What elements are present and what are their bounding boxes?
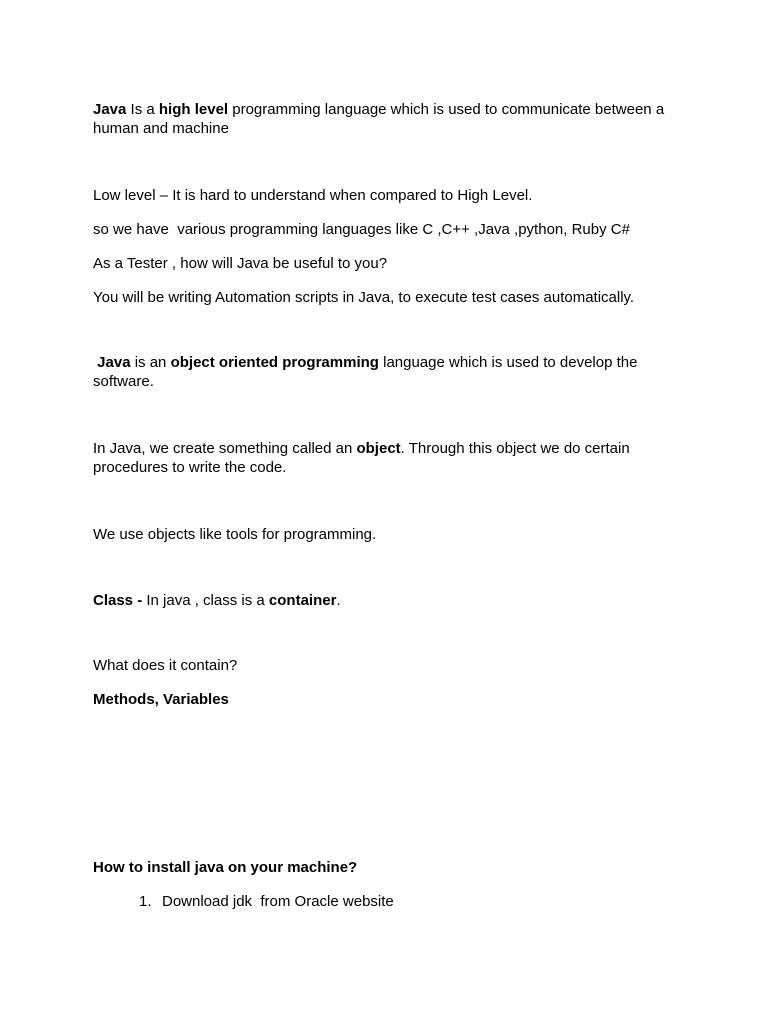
java-term: Java bbox=[97, 354, 131, 371]
high-level-term: high level bbox=[158, 101, 229, 118]
text-span: Is a bbox=[126, 101, 159, 118]
heading-install-java bbox=[93, 858, 683, 877]
list-item bbox=[139, 892, 679, 911]
paragraph-java-intro bbox=[93, 100, 683, 138]
java-term: Java bbox=[93, 101, 127, 118]
paragraph-languages: so we have various programming languages like C ,C++ ,Java ,python, Ruby C# bbox=[93, 221, 630, 238]
paragraph-class bbox=[93, 591, 683, 610]
text-span: . bbox=[336, 592, 341, 609]
paragraph-contain-question: What does it contain? bbox=[93, 657, 238, 674]
text-span: In Java, we create something called an bbox=[93, 440, 357, 457]
text-span: programming language which is used to communicate between a human and machine bbox=[93, 101, 669, 137]
list-number: 1. bbox=[139, 893, 152, 910]
install-heading-text: How to install java on your machine? bbox=[93, 859, 358, 876]
object-term: object bbox=[356, 440, 401, 457]
paragraph-methods-variables bbox=[93, 690, 683, 709]
paragraph-object bbox=[93, 439, 683, 477]
paragraph-oop bbox=[93, 353, 683, 391]
methods-variables-term: Methods, Variables bbox=[93, 691, 229, 708]
list-item-text: Download jdk from Oracle website bbox=[162, 893, 394, 910]
paragraph-objects-tools: We use objects like tools for programming. bbox=[93, 526, 377, 543]
paragraph-low-level: Low level – It is hard to understand when compared to High Level. bbox=[93, 187, 533, 204]
class-term: Class - bbox=[93, 592, 147, 609]
text-span: In java , class is a bbox=[146, 592, 269, 609]
text-span: language which is used to develop the software. bbox=[93, 354, 642, 390]
text-span: . Through this object we do certain procedures to write the code. bbox=[93, 440, 634, 476]
oop-term: object oriented programming bbox=[170, 354, 379, 371]
text-span: is an bbox=[130, 354, 171, 371]
container-term: container bbox=[268, 592, 337, 609]
paragraph-tester-question: As a Tester , how will Java be useful to you? bbox=[93, 255, 388, 272]
paragraph-automation: You will be writing Automation scripts in Java, to execute test cases automatically. bbox=[93, 289, 635, 306]
